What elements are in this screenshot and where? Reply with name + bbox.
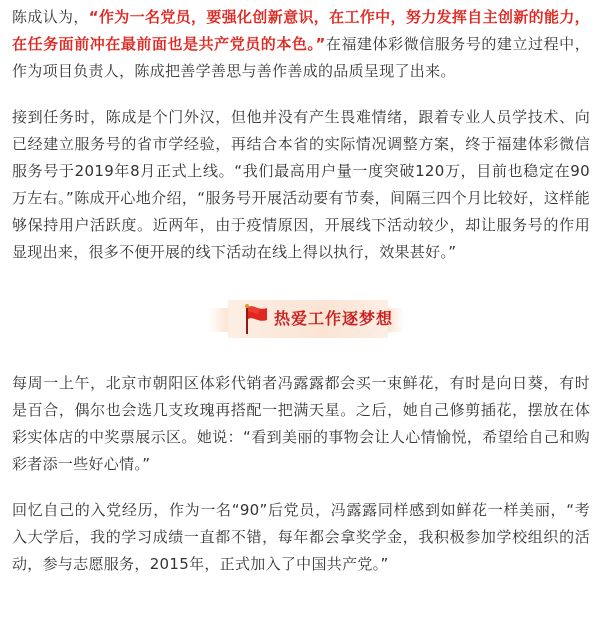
paragraph-chen-cheng-view [12,4,590,85]
paragraph-prefix: 陈成认为， [12,8,89,26]
article-body [12,4,590,578]
red-flag-icon [240,302,270,336]
section-header [12,282,590,356]
highlighted-quote: “作为一名党员，要强化创新意识，在工作中，努力发挥自主创新的能力，在任务面前冲在最前面也是共产党员的本色。” [12,8,590,53]
paragraph-feng-lulu-party: 回忆自己的入党经历，作为一名“90”后党员，冯露露同样感到如鲜花一样美丽，“考入大学后，我的学习成绩一直都不错，每年都会拿奖学金，我积极参加学校组织的活动，参与志愿服务，2015年，正式加入了中国共产党。” [12,501,590,573]
banner-fade-left [208,308,228,332]
paragraph-suffix: 在福建体彩微信服务号的建立过程中，作为项目负责人，陈成把善学善思与善作善成的品质呈现了出来。 [12,35,590,80]
paragraph-service-account: 接到任务时，陈成是个门外汉，但他并没有产生畏难情绪，跟着专业人员学技术、向已经建立服务号的省市学经验，再结合本省的实际情况调整方案，终于福建体彩微信服务号于2019年8月正式上线。“我们最高用户量一度突破120万，目前也稳定在90万左右。”陈成开心地介绍，“服务号开展活动要有节奏，间隔三四个月比较好，这样能够保持用户活跃度。近两年，由于疫情原因，开展线下活动较少，却让服务号的作用显现出来，很多不便开展的线下活动在线上得以执行，效果甚好。” [12,108,590,261]
section-title: 热爱工作逐梦想 [274,309,394,328]
paragraph-feng-lulu-flowers: 每周一上午，北京市朝阳区体彩代销者冯露露都会买一束鲜花，有时是向日葵，有时是百合，偶尔也会选几支玫瑰再搭配一把满天星。之后，她自己修剪插花，摆放在体彩实体店的中奖票展示区。她说：“看到美丽的事物会让人心情愉悦，希望给自己和购彩者添一些好心情。” [12,374,590,473]
